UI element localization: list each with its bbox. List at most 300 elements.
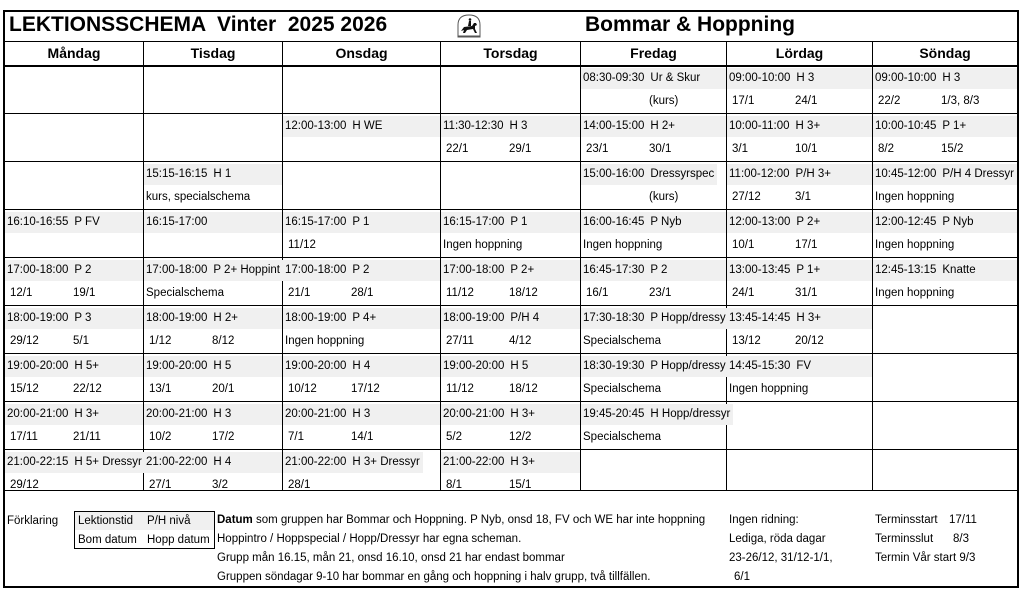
lesson-time: 17:00-18:00 [443,264,505,276]
lesson-cell [283,450,441,491]
lesson-level: P 2+ [796,216,821,228]
lesson-time-level [581,212,726,233]
lesson-time-level [727,116,872,137]
lesson-cell [581,66,727,114]
lesson-time: 13:45-14:45 [729,312,791,324]
lesson-level: FV [796,360,812,372]
lesson-cell [144,162,283,210]
lesson-time: 11:00-12:00 [729,168,790,180]
lesson-time: 16:15-17:00 [285,216,347,228]
lesson-level: H 1 [213,168,232,180]
hopp-date: 22/12 [73,383,102,395]
empty-cell [873,306,1017,354]
lesson-time-level [441,452,580,473]
lesson-dates [581,187,726,207]
lesson-time: 14:45-15:30 [729,360,791,372]
bom-date: 27/1 [149,479,172,491]
lesson-level: P Hopp/dressy [650,312,726,324]
lesson-time-level [581,164,717,185]
lesson-time-level [581,356,729,377]
lesson-time-level [581,308,729,329]
lesson-note: Ingen hoppning [875,287,955,299]
lesson-dates [283,427,440,447]
lesson-note: Ingen hoppning [583,239,663,251]
lesson-cell [727,354,873,402]
lesson-cell [581,354,727,402]
day-header-sondag: Söndag [919,45,971,61]
empty-cell [283,162,441,210]
lesson-time-level [727,356,872,377]
hopp-date: 1/3, 8/3 [941,95,980,107]
hopp-date: 3/2 [212,479,228,491]
lesson-time-level [441,260,580,281]
hopp-date: 3/1 [795,191,811,203]
lesson-time: 21:00-22:15 [7,456,69,468]
lesson-level: P 2 [74,264,92,276]
lesson-cell [441,306,581,354]
day-header-row [5,41,1017,67]
bom-date: 17/11 [10,431,38,443]
day-header-torsdag: Torsdag [441,41,581,65]
lesson-cell [727,210,873,258]
lesson-level: P/H 3+ [795,168,832,180]
lesson-dates [873,91,1017,111]
lesson-time: 18:00-19:00 [7,312,69,324]
legend-box [74,511,215,549]
lesson-time: 19:00-20:00 [146,360,208,372]
lesson-note: Ingen hoppning [443,239,523,251]
lesson-level: Knatte [942,264,976,276]
lesson-level: H 3 [509,120,528,132]
lesson-level: H 3+ [510,456,536,468]
lesson-dates [727,187,872,207]
lesson-dates [581,283,726,303]
lesson-time-level [873,212,1017,233]
hopp-date: 31/1 [795,287,818,299]
lesson-cell [581,162,727,210]
lesson-level: H 2+ [213,312,239,324]
lesson-dates [144,187,282,207]
lesson-time: 19:45-20:45 [583,408,645,420]
lesson-time: 08:30-09:30 [583,72,645,84]
bom-date: 28/1 [288,479,311,491]
lesson-note: Specialschema [146,287,224,299]
lesson-time-level [144,452,282,473]
lesson-cell [283,354,441,402]
lesson-level: H WE [352,120,383,132]
lesson-note: Ingen hoppning [875,239,955,251]
lesson-cell [441,114,581,162]
bom-date: 8/1 [446,479,462,491]
hopp-date: 8/12 [212,335,235,347]
lesson-time: 20:00-21:00 [285,408,347,420]
lesson-time: 09:00-10:00 [729,72,791,84]
hopp-date: 20/12 [795,335,824,347]
lesson-cell [873,210,1017,258]
lesson-dates [5,235,143,255]
lesson-cell [441,258,581,306]
lesson-cell [5,258,144,306]
lesson-time-level [283,212,440,233]
lesson-cell [581,114,727,162]
lesson-dates [283,235,440,255]
lesson-level: P 3 [74,312,92,324]
lesson-cell [441,450,581,491]
lesson-time-level [5,356,143,377]
lesson-cell [283,258,441,306]
lesson-time: 19:00-20:00 [285,360,347,372]
lesson-cell [5,450,144,491]
lesson-cell [144,402,283,450]
lesson-level: H 2+ [650,120,676,132]
lesson-time-level [283,116,440,137]
lesson-dates [727,283,872,303]
bom-date: 8/2 [878,143,894,155]
lesson-time-level [144,356,282,377]
legend-label: Förklaring [7,515,59,527]
lesson-level: P 1 [352,216,370,228]
lesson-time-level [581,68,726,89]
empty-cell [727,402,873,450]
bom-date: 1/12 [149,335,172,347]
bom-date: 11/12 [446,383,474,395]
term-start-label: Terminsstart [875,514,938,526]
lesson-level: P 2 [650,264,668,276]
hopp-date: 30/1 [649,143,672,155]
empty-cell [873,354,1017,402]
empty-cell [5,66,144,114]
lesson-time-level [283,356,440,377]
lesson-time-level [144,164,282,185]
lesson-dates [144,283,282,303]
lesson-time-level [144,404,282,425]
lesson-dates [441,427,580,447]
bom-date: 21/1 [288,287,311,299]
lesson-time: 17:00-18:00 [146,264,208,276]
lesson-time: 10:00-10:45 [875,120,937,132]
lesson-time: 16:15-17:00 [146,216,208,228]
empty-cell [5,162,144,210]
lesson-time: 16:10-16:55 [7,216,69,228]
lesson-cell [283,402,441,450]
lesson-level: H Hopp/dressyr [650,408,731,420]
lesson-cell [441,354,581,402]
lesson-time: 12:45-13:15 [875,264,937,276]
lesson-time-level [5,308,143,329]
lesson-time: 13:00-13:45 [729,264,791,276]
lesson-time-level [727,212,872,233]
lesson-time: 17:00-18:00 [285,264,347,276]
lesson-cell [144,258,283,306]
lesson-dates [581,331,726,351]
lesson-time-level [873,68,1017,89]
lesson-level: P Hopp/dressy [650,360,726,372]
lesson-dates [144,331,282,351]
lesson-dates [727,139,872,159]
lesson-time: 10:00-11:00 [729,120,790,132]
lesson-cell [283,114,441,162]
lesson-cell [144,306,283,354]
lesson-note: Ingen hoppning [729,383,809,395]
bom-date: 5/2 [446,431,462,443]
bom-date: 16/1 [586,287,609,299]
lesson-note: Ingen hoppning [285,335,365,347]
lesson-time-level [441,116,580,137]
lesson-time-level [581,116,726,137]
lesson-time: 20:00-21:00 [443,408,505,420]
hopp-date: 4/12 [509,335,532,347]
lesson-level: P 2+ [510,264,535,276]
lesson-cell [144,450,283,491]
lesson-cell [581,306,727,354]
legend-note-2: Hoppintro / Hoppspecial / Hopp/Dressyr har egna scheman. [217,533,522,545]
legend-bom-date: Bom datum [78,534,137,546]
lesson-dates [5,331,143,351]
lesson-dates [5,283,143,303]
lesson-level: P Nyb [942,216,974,228]
lesson-dates [144,475,282,495]
lesson-time: 19:00-20:00 [7,360,69,372]
lesson-level: H 3+ [795,120,821,132]
hopp-date: 10/1 [795,143,818,155]
bom-date: 12/1 [10,287,33,299]
lesson-cell [581,210,727,258]
hopp-date: 18/12 [509,383,538,395]
lesson-level: H 3 [213,408,232,420]
lesson-time-level [283,308,440,329]
lesson-time: 16:15-17:00 [443,216,505,228]
lesson-dates [441,379,580,399]
lesson-time: 09:00-10:00 [875,72,937,84]
day-header-lordag: Lördag [727,41,873,65]
lesson-note: kurs, specialschema [146,191,251,203]
bom-date: 27/12 [732,191,761,203]
lesson-note: Specialschema [583,431,661,443]
no-riding-line-2: Lediga, röda dagar [729,533,826,545]
hopp-date: 18/12 [509,287,538,299]
bom-date: 27/11 [446,335,474,347]
lesson-time-level [441,356,580,377]
legend-note-1-text: som gruppen har Bommar och Hoppning. P Nyb, onsd 18, FV och WE har inte hoppning [252,514,706,526]
lesson-dates [5,475,143,495]
lesson-time: 11:30-12:30 [443,120,504,132]
lesson-time: 19:00-20:00 [443,360,505,372]
empty-cell [873,450,1017,491]
hopp-date: 15/2 [941,143,964,155]
lesson-dates [873,139,1017,159]
lesson-time-level [144,212,282,233]
lesson-level: P 4+ [352,312,377,324]
hopp-date: 17/1 [795,239,818,251]
term-end-label: Terminsslut [875,533,934,545]
lesson-time-level [283,452,423,473]
lesson-dates [441,235,580,255]
lesson-level: P 1 [510,216,528,228]
lesson-dates [441,283,580,303]
lesson-time-level [727,68,872,89]
term-end-value: 8/3 [953,533,969,545]
lesson-level: P 2 [352,264,370,276]
lesson-time-level [144,260,283,281]
lesson-level: H 3 [796,72,815,84]
lesson-cell [873,258,1017,306]
lesson-level: P FV [74,216,100,228]
lesson-cell [581,258,727,306]
legend-note-4: Gruppen söndagar 9-10 har bommar en gång och hoppning i halv grupp, två tillfällen. [217,571,651,583]
lesson-dates [581,91,726,111]
lesson-time: 17:00-18:00 [7,264,69,276]
lesson-level: H 4 [213,456,232,468]
lesson-dates [873,187,1017,207]
lesson-cell [5,210,144,258]
hopp-date: 21/11 [73,431,101,443]
lesson-cell [5,354,144,402]
hopp-date: 12/2 [509,431,532,443]
lesson-time-level [873,164,1017,185]
hopp-date: 17/12 [351,383,380,395]
lesson-dates [144,427,282,447]
lesson-dates [873,235,1017,255]
empty-cell [144,114,283,162]
bom-date: 11/12 [446,287,474,299]
horse-rider-logo-icon [455,13,483,39]
hopp-date: 19/1 [73,287,96,299]
lesson-time-level [283,260,440,281]
lesson-time: 10:45-12:00 [875,168,937,180]
empty-cell [441,66,581,114]
lesson-time: 20:00-21:00 [146,408,208,420]
lesson-cell [144,210,283,258]
lesson-time-level [727,308,872,329]
bom-date: 24/1 [732,287,755,299]
lesson-dates [727,331,872,351]
bom-date: 22/2 [878,95,901,107]
lesson-time: 21:00-22:00 [285,456,347,468]
lesson-dates [581,235,726,255]
lesson-time: 18:30-19:30 [583,360,645,372]
lesson-time: 18:00-19:00 [146,312,208,324]
empty-cell [581,450,727,491]
empty-cell [283,66,441,114]
lesson-dates [581,139,726,159]
lesson-time: 15:15-16:15 [146,168,208,180]
lesson-cell [873,114,1017,162]
empty-cell [873,402,1017,450]
lesson-dates [581,427,726,447]
bom-date: 22/1 [446,143,469,155]
title-row [5,12,1017,42]
lesson-time-level [144,308,282,329]
bom-date: 10/12 [288,383,317,395]
lesson-dates [581,379,726,399]
lesson-dates [283,475,440,495]
lesson-level: H 5 [510,360,529,372]
bom-date: 10/1 [732,239,755,251]
lesson-cell [873,162,1017,210]
lesson-level: H 3+ [796,312,822,324]
page-title: LEKTIONSSCHEMA Vinter 2025 2026 [9,13,388,36]
bom-date: 7/1 [288,431,304,443]
lesson-time-level [873,116,1017,137]
lesson-time-level [581,260,726,281]
lesson-time: 12:00-13:00 [729,216,791,228]
hopp-date: (kurs) [649,95,679,107]
lesson-time: 18:00-19:00 [285,312,347,324]
legend-lesson-time: Lektionstid [78,515,133,527]
lesson-cell [441,210,581,258]
lesson-level: P 1+ [942,120,967,132]
lesson-time-level [581,404,733,425]
hopp-date: 29/1 [509,143,532,155]
lesson-time: 21:00-22:00 [146,456,208,468]
bom-date: 29/12 [10,479,39,491]
legend [5,492,1017,588]
bom-date: 3/1 [732,143,748,155]
lesson-level: Dressyrspec [650,168,715,180]
lesson-time-level [283,404,440,425]
lesson-dates [283,283,440,303]
lesson-cell [5,402,144,450]
empty-cell [5,114,144,162]
schedule-grid [5,66,1017,491]
empty-cell [727,450,873,491]
lesson-dates [441,139,580,159]
no-riding-title: Ingen ridning: [729,514,799,526]
lesson-level: P 1+ [796,264,821,276]
lesson-cell [283,306,441,354]
day-header-mandag: Måndag [5,41,144,65]
hopp-date: 24/1 [795,95,818,107]
lesson-time: 17:30-18:30 [583,312,645,324]
term-start-value: 17/11 [949,514,977,526]
lesson-dates [283,331,440,351]
lesson-level: H 3 [942,72,961,84]
day-header-fredag: Fredag [581,41,727,65]
day-header-onsdag: Onsdag [283,41,441,65]
legend-hopp-date: Hopp datum [147,534,210,546]
lesson-dates [144,235,282,255]
lesson-time-level [5,260,143,281]
lesson-time-level [727,260,872,281]
no-riding-line-3: 23-26/12, 31/12-1/1, [729,552,833,564]
bom-date: 10/2 [149,431,172,443]
lesson-time: 21:00-22:00 [443,456,505,468]
bom-date: 11/12 [288,239,316,251]
bom-date: 23/1 [586,143,609,155]
lesson-cell [727,162,873,210]
schedule-frame [3,10,1019,588]
lesson-dates [5,379,143,399]
lesson-dates [727,379,872,399]
lesson-dates [5,427,143,447]
lesson-level: P/H 4 [510,312,540,324]
lesson-time: 12:00-13:00 [285,120,347,132]
lesson-time-level [441,212,580,233]
lesson-note: Specialschema [583,383,661,395]
lesson-dates [144,379,282,399]
lesson-cell [5,306,144,354]
lesson-dates [727,91,872,111]
lesson-dates [873,283,1017,303]
day-header-tisdag: Tisdag [144,41,283,65]
lesson-level: P Nyb [650,216,682,228]
hopp-date: (kurs) [649,191,679,203]
lesson-time: 14:00-15:00 [583,120,645,132]
bom-date: 15/12 [10,383,39,395]
lesson-cell [873,66,1017,114]
lesson-cell [727,66,873,114]
lesson-level: P 2+ Hoppint [213,264,280,276]
